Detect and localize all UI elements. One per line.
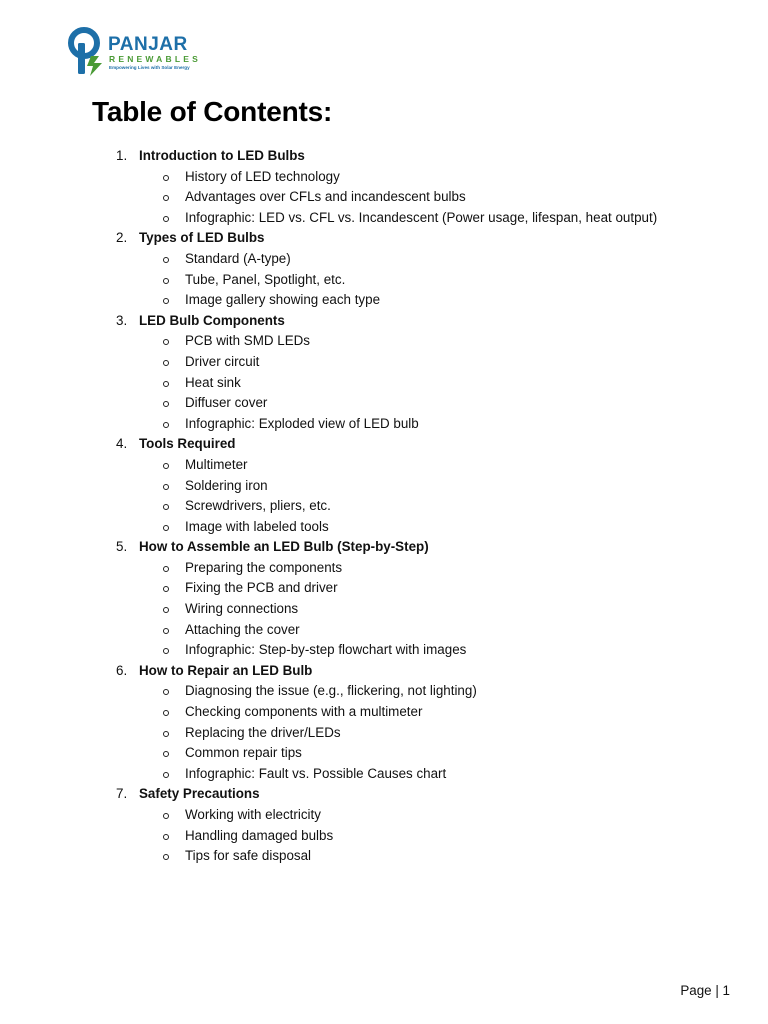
hollow-bullet-icon — [163, 607, 169, 613]
toc-subitem — [0, 640, 768, 661]
subitem-text: Standard (A-type) — [185, 250, 291, 266]
toc-subitem — [0, 496, 768, 517]
toc-subitem — [0, 476, 768, 497]
toc-section-5 — [0, 537, 768, 558]
hollow-bullet-icon — [163, 525, 169, 531]
brand-subtitle: RENEWABLES — [109, 54, 201, 64]
section-number: 6. — [116, 662, 128, 678]
subitem-text: Tube, Panel, Spotlight, etc. — [185, 271, 346, 287]
subitem-text: Working with electricity — [185, 807, 321, 822]
toc-subitem — [0, 743, 768, 764]
section-title: Introduction to LED Bulbs — [139, 148, 305, 163]
toc-subitem — [0, 826, 768, 847]
subitem-text: Image with labeled tools — [185, 518, 329, 534]
toc-subitem — [0, 167, 768, 188]
subitem-text: Infographic: LED vs. CFL vs. Incandescent (Power usage, lifespan, heat output) — [185, 209, 658, 225]
subitem-text: Diffuser cover — [185, 395, 268, 411]
section-title: Tools Required — [139, 436, 236, 452]
section-number: 1. — [116, 148, 128, 163]
subitem-text: Infographic: Exploded view of LED bulb — [185, 415, 419, 431]
subitem-text: Tips for safe disposal — [185, 848, 312, 864]
hollow-bullet-icon — [163, 854, 169, 860]
page-title: Table of Contents: — [92, 96, 333, 127]
subitem-text: Preparing the components — [185, 559, 343, 575]
subitem-text: Handling damaged bulbs — [185, 827, 334, 843]
brand-tagline: Empowering Lives with Solar Energy — [109, 65, 190, 70]
hollow-bullet-icon — [163, 422, 169, 428]
subitem-text: Heat sink — [185, 374, 241, 390]
toc-subitem — [0, 270, 768, 291]
toc-subitem — [0, 599, 768, 620]
hollow-bullet-icon — [163, 401, 169, 407]
hollow-bullet-icon — [163, 339, 169, 345]
subitem-text: Infographic: Step-by-step flowchart with images — [185, 642, 467, 658]
hollow-bullet-icon — [163, 504, 169, 510]
toc-subitem — [0, 187, 768, 208]
toc-subitem — [0, 373, 768, 394]
toc-subitem — [0, 805, 768, 826]
toc-subitem — [0, 702, 768, 723]
toc-subitem — [0, 723, 768, 744]
subitem-text: Multimeter — [185, 456, 248, 472]
hollow-bullet-icon — [163, 360, 169, 366]
toc-section-1 — [0, 146, 768, 167]
section-title: Types of LED Bulbs — [139, 230, 265, 246]
hollow-bullet-icon — [163, 463, 169, 469]
toc-subitem — [0, 208, 768, 229]
hollow-bullet-icon — [163, 216, 169, 222]
toc-subitem — [0, 620, 768, 641]
toc-subitem — [0, 558, 768, 579]
hollow-bullet-icon — [163, 772, 169, 778]
hollow-bullet-icon — [163, 813, 169, 819]
page-number: Page | 1 — [680, 983, 730, 998]
section-title: LED Bulb Components — [139, 312, 285, 328]
subitem-text: Image gallery showing each type — [185, 292, 381, 308]
subitem-text: Checking components with a multimeter — [185, 704, 423, 720]
section-number: 5. — [116, 539, 128, 555]
subitem-text: History of LED technology — [185, 168, 340, 184]
toc-subitem — [0, 290, 768, 311]
logo-mark-icon — [64, 26, 108, 76]
subitem-text: Common repair tips — [185, 745, 302, 761]
hollow-bullet-icon — [163, 484, 169, 490]
section-title: How to Assemble an LED Bulb (Step-by-Step) — [139, 539, 429, 555]
toc-subitem — [0, 455, 768, 476]
hollow-bullet-icon — [163, 834, 169, 840]
toc-subitem — [0, 331, 768, 352]
brand-logo — [64, 26, 214, 78]
table-of-contents — [0, 146, 768, 867]
subitem-text: Diagnosing the issue (e.g., flickering, not lighting) — [185, 683, 477, 699]
hollow-bullet-icon — [163, 710, 169, 716]
hollow-bullet-icon — [163, 195, 169, 201]
toc-section-7 — [0, 784, 768, 805]
section-number: 3. — [116, 312, 128, 328]
toc-subitem — [0, 352, 768, 373]
toc-subitem — [0, 681, 768, 702]
subitem-text: Infographic: Fault vs. Possible Causes chart — [185, 765, 447, 781]
subitem-text: Attaching the cover — [185, 621, 300, 637]
toc-subitem — [0, 393, 768, 414]
hollow-bullet-icon — [163, 689, 169, 695]
hollow-bullet-icon — [163, 257, 169, 263]
section-title: How to Repair an LED Bulb — [139, 662, 313, 678]
section-number: 4. — [116, 436, 128, 452]
hollow-bullet-icon — [163, 751, 169, 757]
subitem-text: Driver circuit — [185, 353, 260, 369]
hollow-bullet-icon — [163, 381, 169, 387]
toc-subitem — [0, 249, 768, 270]
hollow-bullet-icon — [163, 298, 169, 304]
section-title: Safety Precautions — [139, 786, 260, 802]
hollow-bullet-icon — [163, 731, 169, 737]
subitem-text: Advantages over CFLs and incandescent bulbs — [185, 189, 466, 205]
toc-subitem — [0, 764, 768, 785]
hollow-bullet-icon — [163, 628, 169, 634]
toc-subitem — [0, 517, 768, 538]
subitem-text: Replacing the driver/LEDs — [185, 724, 341, 740]
hollow-bullet-icon — [163, 566, 169, 572]
toc-subitem — [0, 846, 768, 867]
subitem-text: PCB with SMD LEDs — [185, 333, 311, 349]
subitem-text: Soldering iron — [185, 477, 268, 493]
toc-section-3 — [0, 311, 768, 332]
section-number: 7. — [116, 786, 128, 802]
subitem-text: Screwdrivers, pliers, etc. — [185, 498, 331, 514]
toc-section-4 — [0, 434, 768, 455]
hollow-bullet-icon — [163, 278, 169, 284]
toc-subitem — [0, 414, 768, 435]
hollow-bullet-icon — [163, 586, 169, 592]
toc-subitem — [0, 578, 768, 599]
section-number: 2. — [116, 230, 128, 246]
hollow-bullet-icon — [163, 648, 169, 654]
subitem-text: Fixing the PCB and driver — [185, 580, 338, 596]
brand-name: PANJAR — [108, 34, 188, 55]
toc-section-6 — [0, 661, 768, 682]
toc-section-2 — [0, 228, 768, 249]
subitem-text: Wiring connections — [185, 601, 299, 617]
hollow-bullet-icon — [163, 175, 169, 181]
